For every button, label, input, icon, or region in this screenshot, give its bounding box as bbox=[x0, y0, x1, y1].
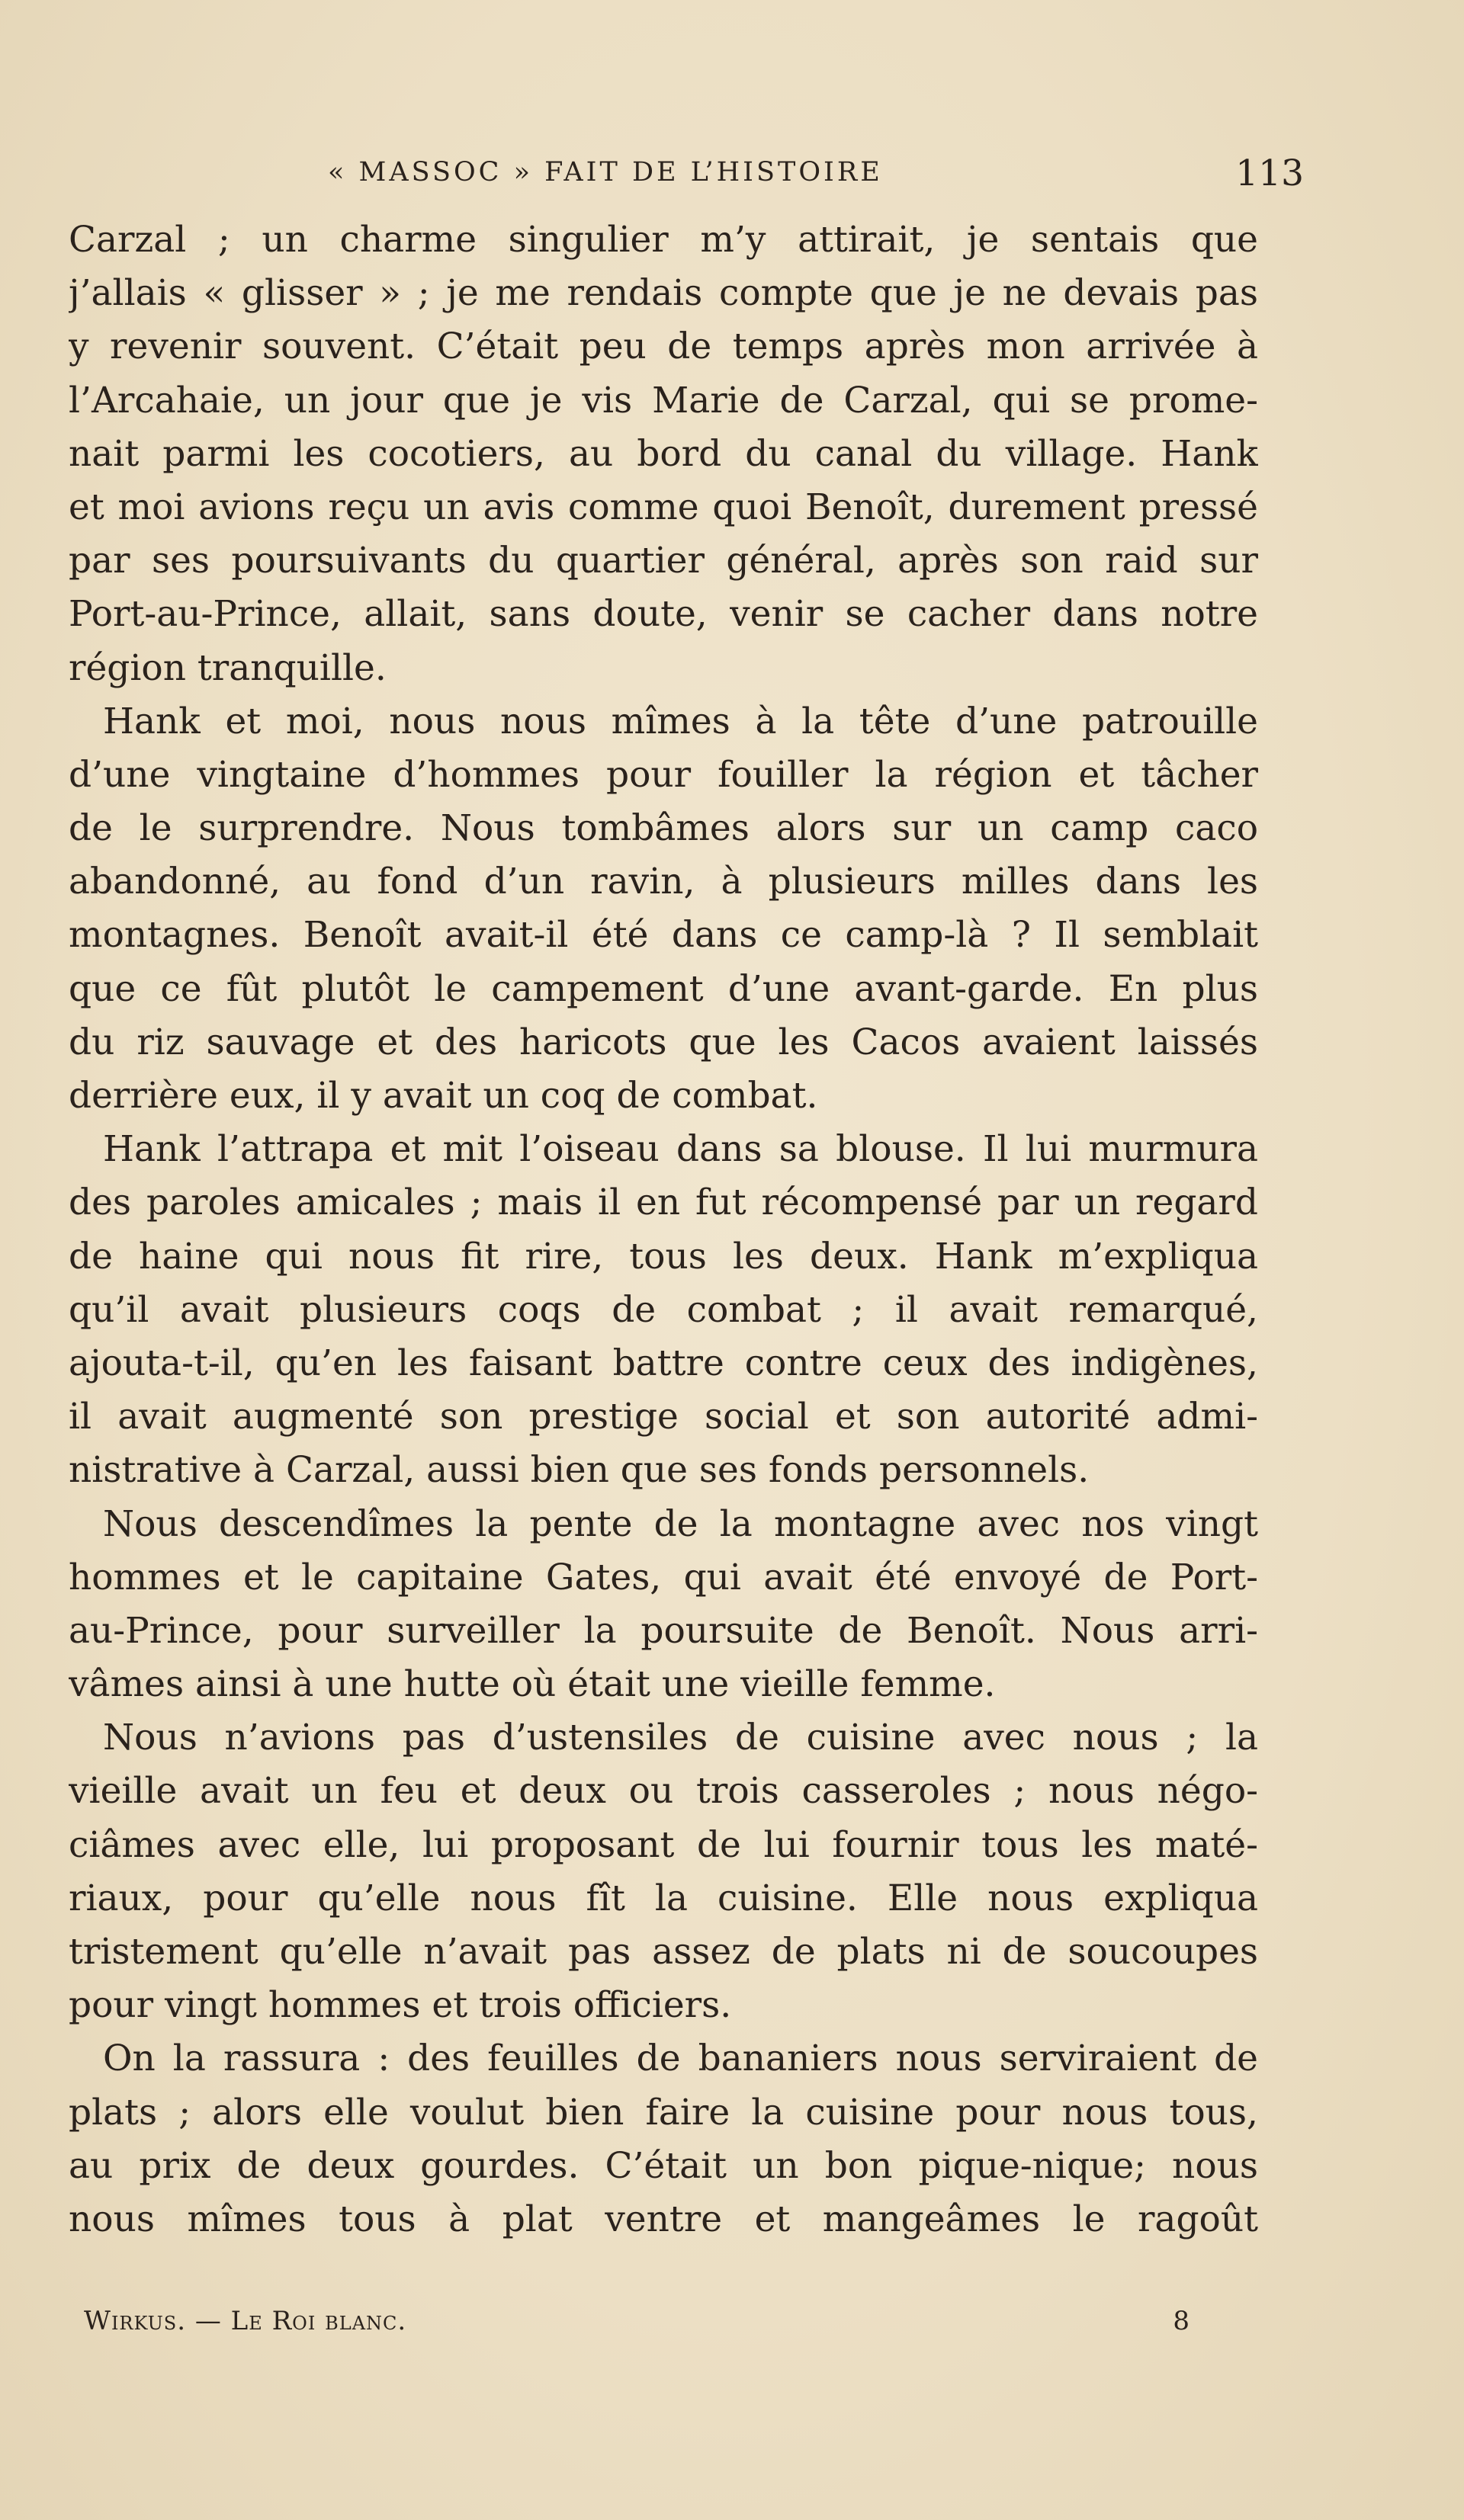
text-line: ajouta-t-il, qu’en les faisant battre contre ceux des indigènes, bbox=[69, 1342, 1258, 1384]
paragraph bbox=[69, 213, 1258, 695]
text-line: Hank et moi, nous nous mîmes à la tête d’une patrouille bbox=[103, 700, 1258, 742]
text-line: Nous n’avions pas d’ustensiles de cuisine avec nous ; la bbox=[103, 1717, 1258, 1759]
text-line: que ce fût plutôt le campement d’une avant-garde. En plus bbox=[69, 967, 1258, 1010]
footer-book-title: — Le Roi blanc. bbox=[194, 2306, 407, 2336]
text-line: riaux, pour qu’elle nous fît la cuisine. Elle nous expliqua bbox=[69, 1877, 1258, 1919]
text-line: derrière eux, il y avait un coq de combat. bbox=[69, 1075, 818, 1117]
text-line: ciâmes avec elle, lui proposant de lui fournir tous les maté- bbox=[69, 1823, 1258, 1866]
text-line: hommes et le capitaine Gates, qui avait été envoyé de Port- bbox=[69, 1556, 1258, 1598]
paragraph bbox=[69, 1498, 1258, 1712]
text-line: et moi avions reçu un avis comme quoi Benoît, durement pressé bbox=[69, 486, 1258, 528]
text-line: Port-au-Prince, allait, sans doute, venir se cacher dans notre bbox=[69, 593, 1258, 636]
text-line: pour vingt hommes et trois officiers. bbox=[69, 1984, 732, 2027]
running-title: « MASSOC » FAIT DE L’HISTOIRE bbox=[328, 157, 883, 188]
text-line: montagnes. Benoît avait-il été dans ce camp-là ? Il semblait bbox=[69, 914, 1258, 957]
text-line: d’une vingtaine d’hommes pour fouiller la région et tâcher bbox=[69, 753, 1258, 796]
page-footer bbox=[84, 2306, 1190, 2352]
text-line: Carzal ; un charme singulier m’y attirait, je sentais que bbox=[69, 219, 1258, 261]
body-text bbox=[69, 213, 1258, 2246]
paragraph bbox=[69, 695, 1258, 1124]
text-line: j’allais « glisser » ; je me rendais compte que je ne devais pas bbox=[69, 272, 1258, 315]
running-head bbox=[69, 152, 1304, 206]
text-line: des paroles amicales ; mais il en fut récompensé par un regard bbox=[69, 1181, 1258, 1224]
text-line: il avait augmenté son prestige social et son autorité admi- bbox=[69, 1396, 1258, 1438]
footer-author: Wirkus. bbox=[84, 2306, 187, 2336]
text-line: par ses poursuivants du quartier général, après son raid sur bbox=[69, 540, 1258, 582]
text-line: tristement qu’elle n’avait pas assez de plats ni de soucoupes bbox=[69, 1931, 1258, 1973]
text-line: y revenir souvent. C’était peu de temps après mon arrivée à bbox=[69, 325, 1258, 368]
paragraph bbox=[69, 1711, 1258, 2032]
text-line: de le surprendre. Nous tombâmes alors sur un camp caco bbox=[69, 807, 1258, 850]
paragraph bbox=[69, 1123, 1258, 1497]
text-line: du riz sauvage et des haricots que les Cacos avaient laissés bbox=[69, 1021, 1258, 1063]
text-line: vieille avait un feu et deux ou trois casseroles ; nous négo- bbox=[69, 1770, 1258, 1813]
footer-author-title bbox=[84, 2306, 406, 2336]
text-line: Hank l’attrapa et mit l’oiseau dans sa blouse. Il lui murmura bbox=[103, 1128, 1258, 1171]
text-line: qu’il avait plusieurs coqs de combat ; il avait remarqué, bbox=[69, 1288, 1258, 1331]
text-line: vâmes ainsi à une hutte où était une vieille femme. bbox=[69, 1663, 996, 1706]
text-line: région tranquille. bbox=[69, 646, 387, 689]
footer-signature-mark: 8 bbox=[1173, 2306, 1190, 2336]
text-line: l’Arcahaie, un jour que je vis Marie de Carzal, qui se prome- bbox=[69, 379, 1258, 422]
text-line: Nous descendîmes la pente de la montagne avec nos vingt bbox=[103, 1502, 1258, 1545]
text-line: au prix de deux gourdes. C’était un bon pique-nique; nous bbox=[69, 2144, 1258, 2187]
text-line: nait parmi les cocotiers, au bord du canal du village. Hank bbox=[69, 432, 1258, 475]
page-number: 113 bbox=[1235, 152, 1304, 194]
paragraph bbox=[69, 2032, 1258, 2246]
text-line: nous mîmes tous à plat ventre et mangeâmes le ragoût bbox=[69, 2198, 1258, 2240]
text-line: de haine qui nous fit rire, tous les deux. Hank m’expliqua bbox=[69, 1235, 1258, 1278]
text-line: abandonné, au fond d’un ravin, à plusieurs milles dans les bbox=[69, 861, 1258, 903]
text-line: On la rassura : des feuilles de bananiers nous serviraient de bbox=[103, 2037, 1258, 2080]
text-line: nistrative à Carzal, aussi bien que ses fonds personnels. bbox=[69, 1449, 1090, 1492]
text-line: plats ; alors elle voulut bien faire la cuisine pour nous tous, bbox=[69, 2091, 1258, 2134]
text-line: au-Prince, pour surveiller la poursuite de Benoît. Nous arri- bbox=[69, 1609, 1258, 1652]
